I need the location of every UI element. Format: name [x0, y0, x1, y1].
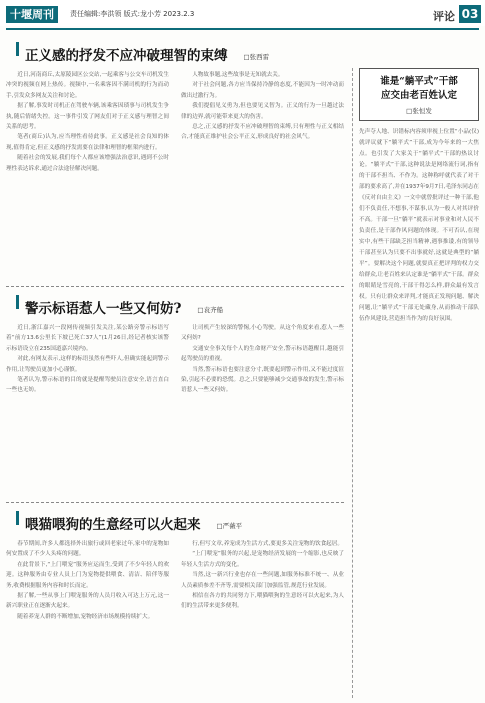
paragraph: 当然,警示标语也要注意分寸,既要起到警示作用,又不能过度渲染,引起不必要的恐慌。总之,只要能够减少交通事故的发生,警示标语惹人一些又何妨。 — [181, 366, 344, 394]
article-column-left — [6, 70, 169, 246]
section-label: 评论 — [433, 10, 455, 23]
article-header — [6, 503, 344, 533]
paragraph: 近日,河南商丘,太原陵园区公交站,一起乘客与公交车司机发生冲突的视频在网上热传。视频中,一名乘客因不满司机的行为而动手,引发众多网友关注和讨论。 — [6, 72, 169, 99]
paragraph: 交通安全事关每个人的生命财产安全,警示标语越醒目,越能引起驾驶员的重视。 — [181, 345, 344, 363]
masthead-logo: 十堰周刊 — [6, 6, 58, 23]
paragraph: 春节期间,许多人都选择外出旅行或回老家过年,家中的宠物如何安置成了不少人头疼的问题。 — [6, 541, 169, 558]
article-author: □张西雷 — [243, 53, 270, 61]
paragraph: 当然,这一新兴行业也存在一些问题,如服务标准不统一、从业人员素质参差不齐等,需要相关部门加强监管,规范行业发展。 — [181, 572, 344, 589]
paragraph: 随着社会的发展,我们每个人都应该增强法治意识,遇到不公时理性表达诉求,通过合法途径解决问题。 — [6, 155, 169, 172]
sidebar-body: 先声夺人地、识错标内容须审视上位置“小品(仅)就评议就下“躺平式”干部,成为今年来的一大焦点。也引发了大家关于“躺平式”干部的热议讨论。“躺平式”干部,这种说法是网络流行词,指有的干部不担当、不作为。这种称呼就代表了对干部的要求高了,并在1937年9月7日,毛泽东同志在《反对自由主义》一文中就曾批评过一种干部,他们不负责任,不想事,不谋事,认为一般人对其评价不高。干部一旦“躺平”就表示对事业和对人民不负责任,是干部作风问题的体现。不可否认,在现实中,有些干部缺乏担当精神,遇事推诿,有的领导干部甚至认为只要不出事就好,这就是典型的“躺平”。要解决这个问题,就要真正把评判的权力交给群众,让老百姓来认定谁是“躺平式”干部。群众的眼睛是雪亮的,干部干得怎么样,群众最有发言权。只有让群众来评判,才能真正发现问题、解决问题,让“躺平式”干部无处藏身,从而推动干部队伍作风建设,营造担当作为的良好氛围。 — [359, 129, 479, 322]
article-body — [6, 317, 344, 463]
paragraph: 笔者认为,警示标语的目的就是提醒驾驶员注意安全,语言直白一些也无妨。 — [6, 377, 169, 394]
paragraph: 让司机产生较深的警惕,小心驾驶。从这个角度来看,惹人一些又何妨? — [181, 325, 344, 342]
page-number: 03 — [459, 5, 481, 23]
article-column-right — [181, 323, 344, 463]
paragraph: 对于社会问题,各方应当保持冷静的态度,不能因为一时冲动而做出过激行为。 — [181, 82, 344, 99]
article-title: 警示标语惹人一些又何妨? — [25, 301, 182, 317]
paragraph: “上门喂宠”服务的兴起,是宠物经济发展的一个缩影,也反映了年轻人生活方式的变化。 — [181, 551, 344, 568]
article-column-left — [6, 539, 169, 693]
article-title: 正义感的抒发不应冲破理智的束缚 — [25, 48, 228, 64]
sidebar-column — [352, 68, 479, 698]
title-accent — [16, 295, 19, 309]
sidebar-title-box — [359, 68, 479, 121]
title-accent — [16, 511, 19, 525]
paragraph: 对此,有网友表示,这样的标语虽然有些吓人,但确实能起到警示作用,让驾驶员更加小心谨慎。 — [6, 356, 169, 373]
sidebar-title-line-1: 谁是“躺平式”干部 — [380, 76, 458, 87]
paragraph: 笔者(商丘)认为,应当理性看待此事。正义感是社会良知的体现,值得肯定,但正义感的抒发需要在法律和理智的框架内进行。 — [6, 134, 169, 151]
sidebar-title-line-2: 应交由老百姓认定 — [380, 90, 457, 101]
article-title: 喂猫喂狗的生意经可以火起来 — [25, 517, 201, 533]
paragraph: 随着养宠人群的不断增加,宠物经济市场规模持续扩大。 — [17, 613, 154, 620]
paragraph: 据了解,事发时司机正在驾驶车辆,该乘客因琐事与司机发生争执,随后情绪失控。这一事件引发了网友们对于正义感与理智之间关系的思考。 — [6, 103, 169, 131]
paragraph: 我们提倡见义勇为,但也要见义智为。正义的行为一旦越过法律的边界,就可能带来更大的伤害。 — [181, 103, 344, 120]
article-1 — [6, 34, 344, 252]
article-column-left — [6, 323, 169, 463]
paragraph: 行,但写文章,养宠成为生活方式,要更多关注宠物的饮食起居。 — [192, 541, 343, 547]
article-author: □严薇平 — [216, 522, 243, 530]
article-body — [6, 533, 344, 693]
article-body — [6, 64, 344, 246]
editor-meta: 责任编辑:李洪领 版式:龙小芳 2023.2.3 — [70, 10, 195, 18]
article-column-right — [181, 539, 344, 693]
paragraph: 据了解,一些从事上门喂宠服务的人员月收入可达上万元,这一新兴职业正在逐渐火起来。 — [6, 593, 169, 610]
paragraph: 总之,正义感的抒发不应冲破理智的束缚,只有理性与正义相结合,才能真正维护社会公平正义,形成良好的社会风气。 — [181, 124, 344, 141]
article-2 — [6, 286, 344, 476]
paragraph: 人物故事题,这些故事是无知就去关。 — [192, 72, 284, 78]
main-column — [6, 34, 344, 698]
article-author: □袁齐船 — [197, 306, 224, 314]
page-header — [0, 0, 485, 26]
sidebar-author: □张恒发 — [406, 107, 432, 115]
paragraph: 近日,浙江嘉兴一段网传视频引发关注,某公路旁警示标语写着“前方13.6公里长下坡已死亡37人”(1月26日,经记者核实该警示标语设立在235国道嘉兴境内)。 — [6, 325, 169, 352]
title-accent — [16, 42, 19, 56]
article-header — [6, 287, 344, 317]
paragraph: 在此背景下,“上门喂宠”服务应运而生,受到了不少年轻人的欢迎。这种服务由专业人员上门为宠物提供喂食、清洁、陪伴等服务,收费根据服务内容和时长而定。 — [6, 561, 169, 589]
article-header — [6, 34, 344, 64]
article-3 — [6, 502, 344, 698]
header-rule — [6, 28, 479, 30]
article-column-right — [181, 70, 344, 246]
paragraph: 相信在各方的共同努力下,喂猫喂狗的生意经可以火起来,为人们的生活带来更多便利。 — [181, 593, 344, 610]
